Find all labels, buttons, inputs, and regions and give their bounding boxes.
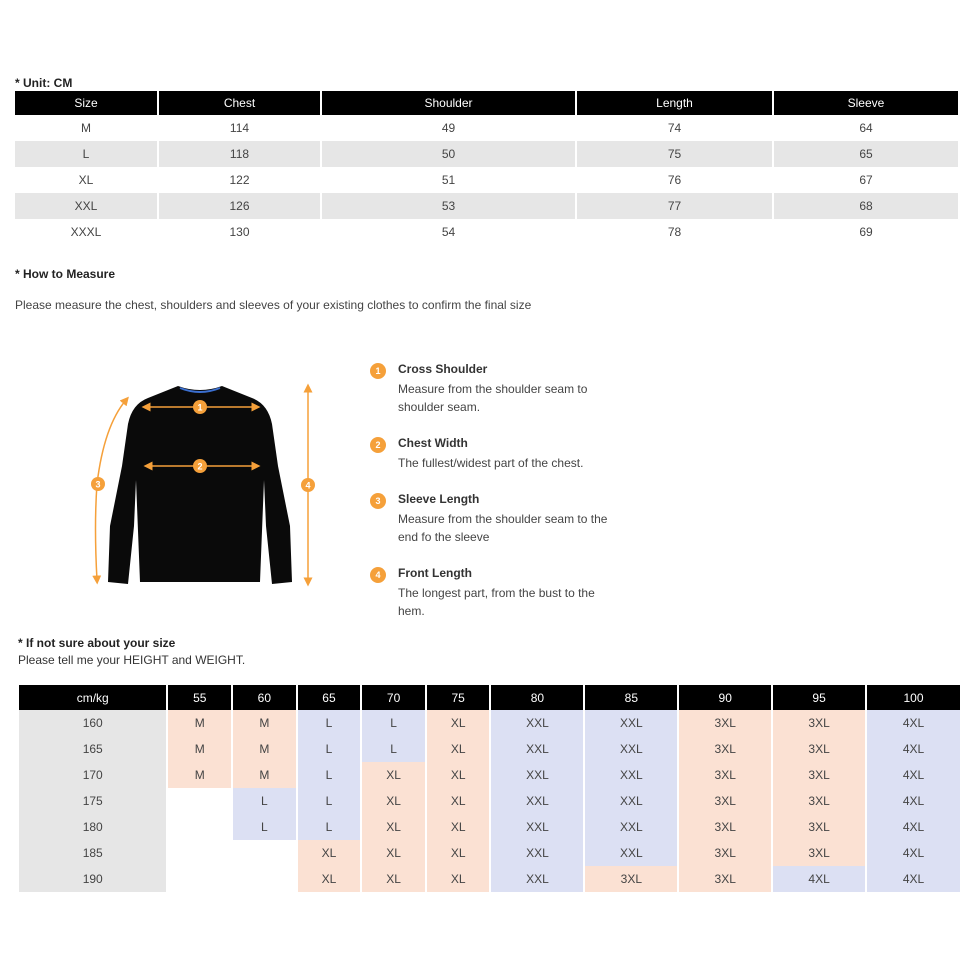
size-chart-table — [13, 91, 960, 245]
recommended-size-cell: XL — [362, 788, 425, 814]
recommended-size-cell: 3XL — [773, 788, 865, 814]
recommended-size-cell: XL — [427, 710, 490, 736]
recommended-size-cell: XXL — [491, 762, 583, 788]
recommended-size-cell: 3XL — [679, 866, 771, 892]
not-sure-text: Please tell me your HEIGHT and WEIGHT. — [18, 653, 246, 667]
sleeve-cell: 69 — [859, 225, 873, 239]
sleeve-cell: 65 — [774, 141, 958, 167]
recommended-size-cell — [168, 788, 231, 814]
height-cell: 160 — [19, 710, 166, 736]
recommended-size-cell: XL — [427, 788, 490, 814]
height-weight-table — [17, 685, 962, 892]
recommended-size-cell: L — [298, 762, 361, 788]
recommended-size-cell: XXL — [491, 814, 583, 840]
weight-header: 60 — [233, 685, 296, 710]
table-row — [15, 115, 958, 141]
recommended-size-cell: 4XL — [867, 736, 960, 762]
table-row — [15, 193, 958, 219]
weight-header: 85 — [585, 685, 677, 710]
recommended-size-cell: 3XL — [773, 710, 865, 736]
length-cell: 76 — [667, 173, 682, 187]
recommended-size-cell: XXL — [491, 840, 583, 866]
shoulder-cell: 53 — [322, 193, 575, 219]
weight-header: 55 — [168, 685, 231, 710]
size-chart-header: Length — [577, 91, 772, 115]
height-cell: 175 — [19, 788, 166, 814]
recommended-size-cell: L — [298, 736, 361, 762]
unit-label: * Unit: CM — [15, 76, 73, 90]
recommended-size-cell: XXL — [491, 736, 583, 762]
recommended-size-cell: L — [233, 814, 296, 840]
recommended-size-cell — [168, 866, 231, 892]
weight-header: 95 — [773, 685, 865, 710]
marker-1 — [193, 400, 207, 414]
recommended-size-cell: XL — [427, 736, 490, 762]
number-badge-icon: 4 — [370, 567, 386, 583]
weight-header: 80 — [491, 685, 583, 710]
recommended-size-cell: M — [168, 710, 231, 736]
recommended-size-cell: 3XL — [773, 762, 865, 788]
recommended-size-cell: 3XL — [679, 736, 771, 762]
shoulder-cell: 54 — [441, 225, 456, 239]
recommended-size-cell: 3XL — [679, 788, 771, 814]
length-cell: 77 — [577, 193, 772, 219]
size-cell: XXL — [15, 193, 157, 219]
recommended-size-cell: L — [362, 710, 425, 736]
recommended-size-cell: 3XL — [679, 710, 771, 736]
sleeve-cell: 64 — [859, 121, 873, 135]
recommended-size-cell: XL — [362, 840, 425, 866]
number-badge-icon: 1 — [370, 363, 386, 379]
recommended-size-cell: XXL — [585, 788, 677, 814]
recommended-size-cell: 3XL — [679, 814, 771, 840]
recommended-size-cell: M — [168, 736, 231, 762]
size-chart-header-row — [15, 91, 958, 115]
shoulder-cell: 50 — [322, 141, 575, 167]
recommended-size-cell: XXL — [585, 762, 677, 788]
marker-3 — [91, 477, 105, 491]
recommended-size-cell: 4XL — [867, 866, 960, 892]
recommended-size-cell: XXL — [491, 866, 583, 892]
legend-title: Front Length — [398, 566, 472, 580]
recommended-size-cell: 3XL — [773, 814, 865, 840]
sweater-body — [108, 386, 292, 584]
legend-title: Chest Width — [398, 436, 468, 450]
height-cell: 170 — [19, 762, 166, 788]
legend-description: The fullest/widest part of the chest. — [398, 456, 584, 470]
recommended-size-cell: L — [233, 788, 296, 814]
table-row — [15, 141, 958, 167]
table-row — [19, 814, 960, 840]
legend-title: Sleeve Length — [398, 492, 480, 506]
recommended-size-cell: XL — [427, 866, 490, 892]
recommended-size-cell: XL — [362, 814, 425, 840]
height-cell: 165 — [19, 736, 166, 762]
recommended-size-cell: M — [168, 762, 231, 788]
recommended-size-cell: M — [233, 710, 296, 736]
table-row — [19, 762, 960, 788]
svg-text:1: 1 — [197, 402, 203, 413]
legend-description: Measure from the shoulder seam to the end fo the sleeve — [398, 512, 608, 544]
shoulder-cell: 49 — [441, 121, 456, 135]
recommended-size-cell: XXL — [585, 736, 677, 762]
recommended-size-cell: XXL — [585, 710, 677, 736]
shoulder-cell: 51 — [441, 173, 456, 187]
size-cell: XL — [78, 173, 94, 187]
recommended-size-cell: XL — [427, 840, 490, 866]
recommended-size-cell: 4XL — [867, 840, 960, 866]
weight-header: 70 — [362, 685, 425, 710]
recommended-size-cell: XL — [427, 814, 490, 840]
recommended-size-cell: M — [233, 762, 296, 788]
sleeve-cell: 67 — [859, 173, 873, 187]
recommended-size-cell: L — [298, 814, 361, 840]
recommended-size-cell — [233, 866, 296, 892]
recommended-size-cell — [168, 814, 231, 840]
recommended-size-cell: XL — [298, 840, 361, 866]
recommended-size-cell: M — [233, 736, 296, 762]
chest-cell: 118 — [159, 141, 320, 167]
table-row — [15, 219, 958, 245]
recommended-size-cell: XXL — [491, 788, 583, 814]
length-cell: 74 — [667, 121, 682, 135]
table-row — [19, 866, 960, 892]
weight-header: 100 — [867, 685, 960, 710]
recommended-size-cell — [233, 840, 296, 866]
marker-4 — [301, 478, 315, 492]
table-row — [19, 736, 960, 762]
height-cell: 185 — [19, 840, 166, 866]
recommended-size-cell: 3XL — [773, 840, 865, 866]
chest-cell: 122 — [229, 173, 250, 187]
size-cell: L — [15, 141, 157, 167]
how-to-measure-text: Please measure the chest, shoulders and sleeves of your existing clothes to confirm the final size — [15, 298, 532, 312]
recommended-size-cell — [168, 840, 231, 866]
length-cell: 78 — [667, 225, 682, 239]
recommended-size-cell: 4XL — [867, 762, 960, 788]
legend-title: Cross Shoulder — [398, 362, 488, 376]
recommended-size-cell: XL — [362, 866, 425, 892]
recommended-size-cell: 4XL — [867, 788, 960, 814]
height-cell: 180 — [19, 814, 166, 840]
recommended-size-cell: 3XL — [585, 866, 677, 892]
sleeve-cell: 68 — [774, 193, 958, 219]
hw-table-body — [19, 710, 960, 892]
not-sure-title: * If not sure about your size — [18, 636, 176, 650]
number-badge-icon: 2 — [370, 437, 386, 453]
recommended-size-cell: XL — [427, 762, 490, 788]
recommended-size-cell: 4XL — [773, 866, 865, 892]
weight-header: 65 — [298, 685, 361, 710]
table-row — [19, 788, 960, 814]
recommended-size-cell: 3XL — [679, 762, 771, 788]
recommended-size-cell: L — [298, 710, 361, 736]
table-row — [19, 840, 960, 866]
how-to-measure-title: * How to Measure — [15, 267, 116, 281]
weight-header: 75 — [427, 685, 490, 710]
recommended-size-cell: L — [362, 736, 425, 762]
recommended-size-cell: XXL — [585, 840, 677, 866]
size-chart-header: Chest — [159, 91, 320, 115]
size-chart-header: Sleeve — [774, 91, 958, 115]
recommended-size-cell: XXL — [585, 814, 677, 840]
size-chart-header: Shoulder — [322, 91, 575, 115]
size-chart-header: Size — [15, 91, 157, 115]
recommended-size-cell: L — [298, 788, 361, 814]
recommended-size-cell: 4XL — [867, 814, 960, 840]
legend-description: The longest part, from the bust to the hem. — [398, 586, 595, 618]
hw-corner-header: cm/kg — [19, 685, 166, 710]
recommended-size-cell: 3XL — [679, 840, 771, 866]
svg-text:4: 4 — [305, 480, 311, 491]
long-sleeve-sweater-icon — [80, 376, 340, 592]
recommended-size-cell: 3XL — [773, 736, 865, 762]
length-cell: 75 — [577, 141, 772, 167]
hw-header-row — [19, 685, 960, 710]
table-row — [19, 710, 960, 736]
recommended-size-cell: XL — [362, 762, 425, 788]
recommended-size-cell: XL — [298, 866, 361, 892]
legend-description: Measure from the shoulder seam to shoulder seam. — [398, 382, 588, 414]
height-cell: 190 — [19, 866, 166, 892]
chest-cell: 126 — [159, 193, 320, 219]
size-cell: XXXL — [70, 225, 102, 239]
size-cell: M — [81, 121, 91, 135]
svg-text:3: 3 — [95, 479, 101, 490]
number-badge-icon: 3 — [370, 493, 386, 509]
table-row — [15, 167, 958, 193]
recommended-size-cell: 4XL — [867, 710, 960, 736]
chest-cell: 130 — [229, 225, 250, 239]
svg-text:2: 2 — [197, 461, 203, 472]
chest-cell: 114 — [229, 121, 250, 135]
marker-2 — [193, 459, 207, 473]
weight-header: 90 — [679, 685, 771, 710]
recommended-size-cell: XXL — [491, 710, 583, 736]
